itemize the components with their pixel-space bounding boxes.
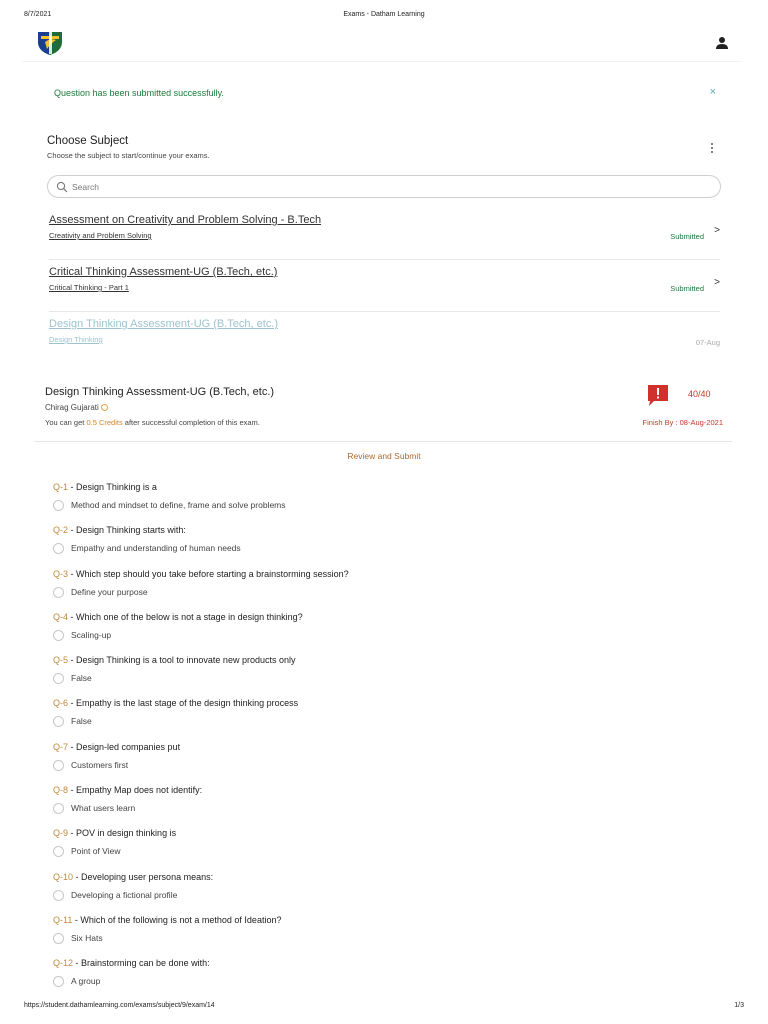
print-date: 8/7/2021 bbox=[24, 11, 52, 18]
answer-text[interactable]: Customers first bbox=[71, 759, 129, 770]
subject-item-title[interactable]: Assessment on Creativity and Problem Solving - B.Tech bbox=[49, 214, 322, 226]
answer-text[interactable]: Method and mindset to define, frame and solve problems bbox=[71, 500, 286, 510]
radio-button[interactable] bbox=[53, 976, 64, 987]
question-text bbox=[53, 698, 298, 708]
exam-name: Design Thinking Assessment-UG (B.Tech, etc.) bbox=[45, 386, 275, 398]
question-number: Q-2 bbox=[53, 525, 69, 536]
radio-button[interactable] bbox=[53, 500, 64, 511]
radio-button[interactable] bbox=[53, 630, 64, 641]
alert-message: Question has been submitted successfully. bbox=[54, 88, 224, 98]
question-text bbox=[53, 872, 213, 882]
finish-by-label: Finish By : 08-Aug-2021 bbox=[642, 418, 723, 427]
subject-list-item[interactable] bbox=[49, 266, 720, 312]
status-label: Submitted bbox=[670, 284, 704, 293]
subject-item-subtitle[interactable]: Critical Thinking - Part 1 bbox=[49, 283, 129, 292]
subject-list-item[interactable] bbox=[49, 214, 720, 260]
question-text bbox=[53, 785, 202, 795]
question-text bbox=[53, 915, 281, 925]
user-profile-icon[interactable] bbox=[714, 35, 730, 51]
choose-subject-title: Choose Subject bbox=[47, 135, 129, 147]
search-box[interactable] bbox=[47, 175, 721, 198]
question-list bbox=[53, 482, 733, 1002]
question-body: - Brainstorming can be done with: bbox=[73, 958, 210, 969]
question-body: - Which of the following is not a method of Ideation? bbox=[72, 914, 282, 925]
close-icon[interactable]: × bbox=[709, 86, 716, 98]
question-item bbox=[53, 785, 733, 828]
question-item bbox=[53, 482, 733, 525]
question-number: Q-6 bbox=[53, 698, 69, 709]
chevron-right-icon[interactable]: > bbox=[714, 277, 720, 288]
question-body: - Empathy Map does not identify: bbox=[68, 785, 203, 796]
question-body: - Design Thinking is a tool to innovate new products only bbox=[68, 655, 296, 666]
question-item bbox=[53, 612, 733, 655]
question-number: Q-8 bbox=[53, 785, 69, 796]
choose-subject-card bbox=[40, 126, 730, 362]
subject-list-item-active[interactable] bbox=[49, 318, 720, 364]
question-item bbox=[53, 525, 733, 568]
radio-button[interactable] bbox=[53, 846, 64, 857]
credits-prefix: You can get bbox=[45, 418, 87, 427]
exclamation-badge-icon bbox=[646, 383, 670, 407]
question-body: - Which step should you take before starting a brainstorming session? bbox=[68, 568, 349, 579]
review-and-submit-link[interactable]: Review and Submit bbox=[347, 451, 421, 461]
question-text bbox=[53, 612, 303, 622]
status-label: Submitted bbox=[670, 232, 704, 241]
subject-item-subtitle[interactable]: Creativity and Problem Solving bbox=[49, 231, 152, 240]
answer-text[interactable]: What users learn bbox=[71, 803, 136, 814]
question-body: - Design Thinking starts with: bbox=[68, 525, 186, 536]
print-title: Exams - Datham Learning bbox=[343, 11, 425, 18]
question-number: Q-10 bbox=[53, 871, 74, 882]
question-number: Q-4 bbox=[53, 611, 69, 622]
question-number: Q-9 bbox=[53, 828, 69, 839]
question-item bbox=[53, 828, 733, 871]
exam-author bbox=[45, 403, 108, 412]
answer-text[interactable]: Six Hats bbox=[71, 932, 103, 943]
credits-suffix: after successful completion of this exam. bbox=[122, 418, 260, 427]
answer-text[interactable]: Empathy and understanding of human needs bbox=[71, 543, 241, 554]
answer-text[interactable]: Developing a fictional profile bbox=[71, 889, 178, 900]
search-icon bbox=[56, 181, 68, 193]
more-options-icon[interactable] bbox=[710, 142, 714, 154]
question-number: Q-1 bbox=[53, 482, 69, 492]
author-name: Chirag Gujarati bbox=[45, 403, 99, 412]
print-footer bbox=[0, 1002, 768, 1012]
answer-text[interactable]: False bbox=[71, 673, 92, 684]
question-text bbox=[53, 525, 186, 535]
question-item bbox=[53, 915, 733, 958]
question-number: Q-12 bbox=[53, 958, 74, 969]
answer-text[interactable]: Point of View bbox=[71, 846, 121, 857]
question-number: Q-7 bbox=[53, 741, 69, 752]
answer-text[interactable]: Scaling-up bbox=[71, 629, 112, 640]
print-header bbox=[0, 11, 768, 21]
question-text bbox=[53, 742, 180, 752]
print-url: https://student.dathamlearning.com/exams/subject/9/exam/14 bbox=[24, 1002, 215, 1009]
subject-item-title[interactable]: Design Thinking Assessment-UG (B.Tech, etc.) bbox=[49, 318, 279, 330]
print-page-number: 1/3 bbox=[734, 1002, 744, 1009]
question-item bbox=[53, 958, 733, 1001]
score-label: 40/40 bbox=[688, 389, 711, 399]
question-body: - Design-led companies put bbox=[68, 741, 181, 752]
radio-button[interactable] bbox=[53, 760, 64, 771]
due-date-label: 07-Aug bbox=[695, 338, 720, 347]
question-item bbox=[53, 742, 733, 785]
question-number: Q-5 bbox=[53, 655, 69, 666]
radio-button[interactable] bbox=[53, 543, 64, 554]
radio-button[interactable] bbox=[53, 890, 64, 901]
question-item bbox=[53, 872, 733, 915]
radio-button[interactable] bbox=[53, 933, 64, 944]
choose-subject-subtitle: Choose the subject to start/continue your exams. bbox=[47, 151, 210, 160]
top-navigation-bar bbox=[22, 24, 742, 62]
answer-text[interactable]: A group bbox=[71, 976, 101, 987]
credits-value: 0.5 Credits bbox=[86, 418, 123, 427]
question-text bbox=[53, 828, 176, 838]
clock-icon bbox=[101, 404, 108, 411]
answer-text[interactable]: Define your purpose bbox=[71, 586, 148, 597]
brand-logo-icon[interactable] bbox=[36, 28, 64, 56]
subject-item-title[interactable]: Critical Thinking Assessment-UG (B.Tech, etc.) bbox=[49, 266, 278, 278]
radio-button[interactable] bbox=[53, 716, 64, 727]
search-input[interactable] bbox=[72, 179, 692, 194]
question-body: - Design Thinking is a bbox=[68, 482, 157, 492]
radio-button[interactable] bbox=[53, 587, 64, 598]
chevron-right-icon[interactable]: > bbox=[714, 225, 720, 236]
question-text bbox=[53, 958, 210, 968]
question-body: - Developing user persona means: bbox=[73, 871, 214, 882]
success-alert bbox=[40, 82, 730, 106]
question-text bbox=[53, 569, 349, 579]
question-item bbox=[53, 655, 733, 698]
question-body: - Empathy is the last stage of the design thinking process bbox=[68, 698, 299, 709]
answer-text[interactable]: False bbox=[71, 716, 92, 727]
question-body: - POV in design thinking is bbox=[68, 828, 177, 839]
question-text bbox=[53, 655, 295, 665]
question-body: - Which one of the below is not a stage in design thinking? bbox=[68, 611, 303, 622]
question-item bbox=[53, 698, 733, 741]
radio-button[interactable] bbox=[53, 673, 64, 684]
question-number: Q-11 bbox=[53, 914, 73, 925]
question-number: Q-3 bbox=[53, 568, 69, 579]
subject-item-subtitle[interactable]: Design Thinking bbox=[49, 335, 103, 344]
question-text bbox=[53, 482, 157, 492]
radio-button[interactable] bbox=[53, 803, 64, 814]
exam-header bbox=[34, 380, 732, 442]
credits-note bbox=[45, 418, 260, 427]
question-item bbox=[53, 569, 733, 612]
